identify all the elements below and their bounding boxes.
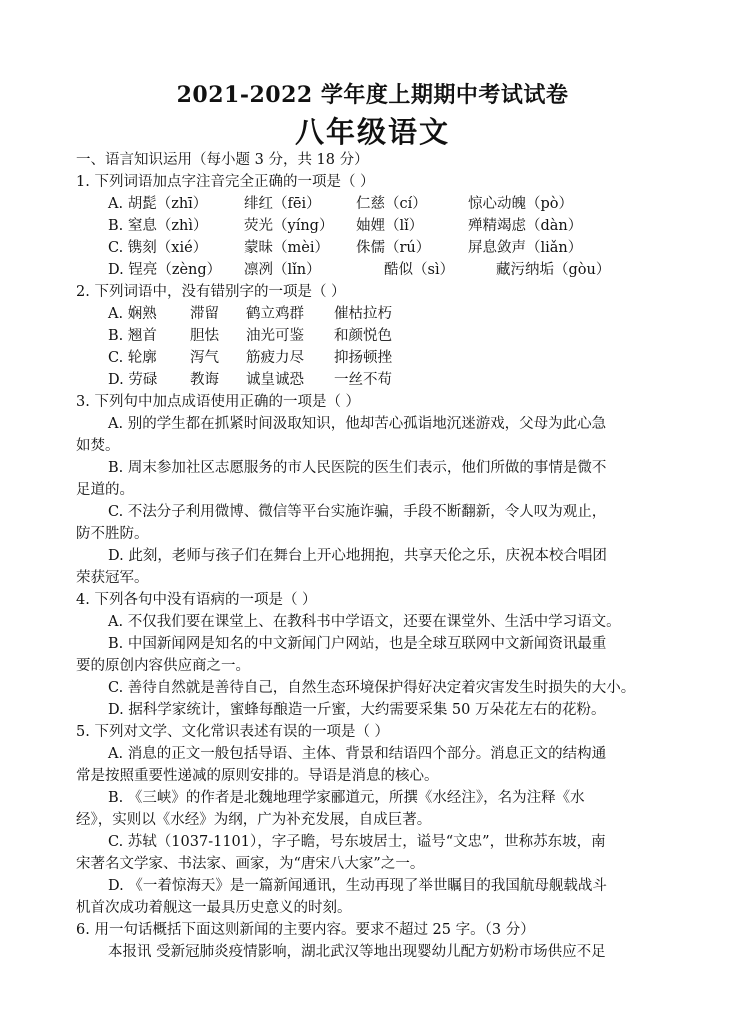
question-2-stem: 2. 下列词语中，没有错别字的一项是（ ） bbox=[76, 284, 346, 300]
q2-option-a-word-3: 鹤立鸡群 bbox=[246, 306, 304, 322]
q2-option-c-word-2: 泻气 bbox=[190, 350, 219, 366]
question-1-stem: 1. 下列词语加点字注音完全正确的一项是（ ） bbox=[76, 174, 375, 190]
question-2-option-row bbox=[108, 369, 745, 391]
q4-option-a: A. 不仅我们要在课堂上、在教科书中学语文，还要在课堂外、生活中学习语文。 bbox=[108, 614, 621, 630]
q2-option-c-word-4: 抑扬顿挫 bbox=[334, 350, 392, 366]
q3-option-d: D. 此刻，老师与孩子们在舞台上开心地拥抱，共享天伦之乐，庆祝本校合唱团 bbox=[108, 548, 607, 564]
q4-option-b-continued: 要的原创内容供应商之一。 bbox=[76, 658, 250, 674]
q1-option-a-word-4: 惊心动魄（pò） bbox=[468, 196, 574, 212]
q3-option-c: C. 不法分子利用微博、微信等平台实施诈骗，手段不断翻新，令人叹为观止， bbox=[108, 504, 607, 520]
q5-option-d: D. 《一着惊海天》是一篇新闻通讯，生动再现了举世瞩目的我国航母舰载战斗 bbox=[108, 878, 607, 894]
q1-option-a-word-3: 仁慈（cí） bbox=[356, 196, 427, 212]
q4-option-b: B. 中国新闻网是知名的中文新闻门户网站，也是全球互联网中文新闻资讯最重 bbox=[108, 636, 607, 652]
q2-option-a-word-1: A. 娴熟 bbox=[108, 306, 157, 322]
q5-option-b-continued: 经》，实则以《水经》为纲，广为补充发展，自成巨著。 bbox=[76, 812, 432, 828]
q2-option-c-word-1: C. 轮廓 bbox=[108, 350, 157, 366]
q1-option-d-word-4: 藏污纳垢（gòu） bbox=[496, 262, 611, 278]
q1-option-a-word-2: 绯红（fēi） bbox=[244, 196, 321, 212]
question-5-stem: 5. 下列对文学、文化常识表述有误的一项是（ ） bbox=[76, 724, 390, 740]
q2-option-d-word-2: 教诲 bbox=[190, 372, 219, 388]
question-1-option-row bbox=[108, 215, 745, 237]
q2-option-b-word-2: 胆怯 bbox=[190, 328, 219, 344]
q1-option-c-word-1: C. 镌刻（xié） bbox=[108, 240, 208, 256]
q2-option-a-word-4: 催枯拉朽 bbox=[334, 306, 392, 322]
q5-option-a: A. 消息的正文一般包括导语、主体、背景和结语四个部分。消息正文的结构通 bbox=[108, 746, 607, 762]
q1-option-c-word-3: 侏儒（rú） bbox=[356, 240, 431, 256]
q5-option-c-continued: 宋著名文学家、书法家、画家，为“唐宋八大家”之一。 bbox=[76, 856, 425, 872]
q2-option-c-word-3: 筋疲力尽 bbox=[246, 350, 304, 366]
q1-option-b-word-3: 妯娌（lǐ） bbox=[356, 218, 424, 234]
q5-option-d-continued: 机首次成功着舰这一最具历史意义的时刻。 bbox=[76, 900, 352, 916]
q3-option-d-continued: 荣获冠军。 bbox=[76, 570, 149, 586]
q5-option-c: C. 苏轼（1037-1101），字子瞻，号东坡居士，谥号“文忠”，世称苏东坡，南 bbox=[108, 834, 606, 850]
exam-subtitle: 八年级语文 bbox=[294, 115, 450, 149]
exam-title: 2021-2022 学年度上期期中考试试卷 bbox=[176, 82, 569, 108]
q2-option-b-word-4: 和颜悦色 bbox=[334, 328, 392, 344]
q1-option-d-word-1: D. 锃亮（zèng） bbox=[108, 262, 222, 278]
q2-option-d-word-3: 诚皇诚恐 bbox=[246, 372, 304, 388]
section-heading: 一、语言知识运用（每小题 3 分，共 18 分） bbox=[76, 152, 369, 168]
q2-option-d-word-4: 一丝不苟 bbox=[334, 372, 392, 388]
q3-option-a: A. 别的学生都在抓紧时间汲取知识，他却苦心孤诣地沉迷游戏，父母为此心急 bbox=[108, 416, 607, 432]
q4-option-d: D. 据科学家统计，蜜蜂每酿造一斤蜜，大约需要采集 50 万朵花左右的花粉。 bbox=[108, 702, 606, 718]
q3-option-b: B. 周末参加社区志愿服务的市人民医院的医生们表示，他们所做的事情是微不 bbox=[108, 460, 607, 476]
q4-option-c: C. 善待自然就是善待自己，自然生态环境保护得好决定着灾害发生时损失的大小。 bbox=[108, 680, 636, 696]
question-2-option-row bbox=[108, 303, 745, 325]
q1-option-a-word-1: A. 胡髭（zhī） bbox=[108, 196, 208, 212]
question-1-option-row bbox=[108, 237, 745, 259]
q2-option-d-word-1: D. 劳碌 bbox=[108, 372, 158, 388]
q5-option-a-continued: 常是按照重要性递减的原则安排的。导语是消息的核心。 bbox=[76, 768, 439, 784]
question-6-stem: 6. 用一句话概括下面这则新闻的主要内容。要求不超过 25 字。（3 分） bbox=[76, 922, 535, 938]
question-1-option-row bbox=[108, 193, 745, 215]
q6-news-text: 本报讯 受新冠肺炎疫情影响，湖北武汉等地出现婴幼儿配方奶粉市场供应不足 bbox=[108, 944, 606, 960]
question-1-option-row bbox=[108, 259, 745, 281]
q5-option-b: B. 《三峡》的作者是北魏地理学家郦道元，所撰《水经注》，名为注释《水 bbox=[108, 790, 585, 806]
q3-option-a-continued: 如焚。 bbox=[76, 438, 120, 454]
q1-option-d-word-3: 酷似（sì） bbox=[384, 262, 455, 278]
q1-option-b-word-1: B. 窒息（zhì） bbox=[108, 218, 208, 234]
question-2-option-row bbox=[108, 325, 745, 347]
question-4-stem: 4. 下列各句中没有语病的一项是（ ） bbox=[76, 592, 317, 608]
question-2-option-row bbox=[108, 347, 745, 369]
q1-option-b-word-4: 殚精竭虑（dàn） bbox=[468, 218, 583, 234]
q1-option-b-word-2: 荧光（yíng） bbox=[244, 218, 334, 234]
q1-option-c-word-2: 蒙昧（mèi） bbox=[244, 240, 329, 256]
q3-option-b-continued: 足道的。 bbox=[76, 482, 134, 498]
q2-option-b-word-3: 油光可鉴 bbox=[246, 328, 304, 344]
q3-option-c-continued: 防不胜防。 bbox=[76, 526, 149, 542]
q2-option-b-word-1: B. 翘首 bbox=[108, 328, 157, 344]
q1-option-d-word-2: 凛冽（lǐn） bbox=[244, 262, 321, 278]
q1-option-c-word-4: 屏息敛声（liǎn） bbox=[468, 240, 583, 256]
question-3-stem: 3. 下列句中加点成语使用正确的一项是（ ） bbox=[76, 394, 361, 410]
q2-option-a-word-2: 滞留 bbox=[190, 306, 219, 322]
